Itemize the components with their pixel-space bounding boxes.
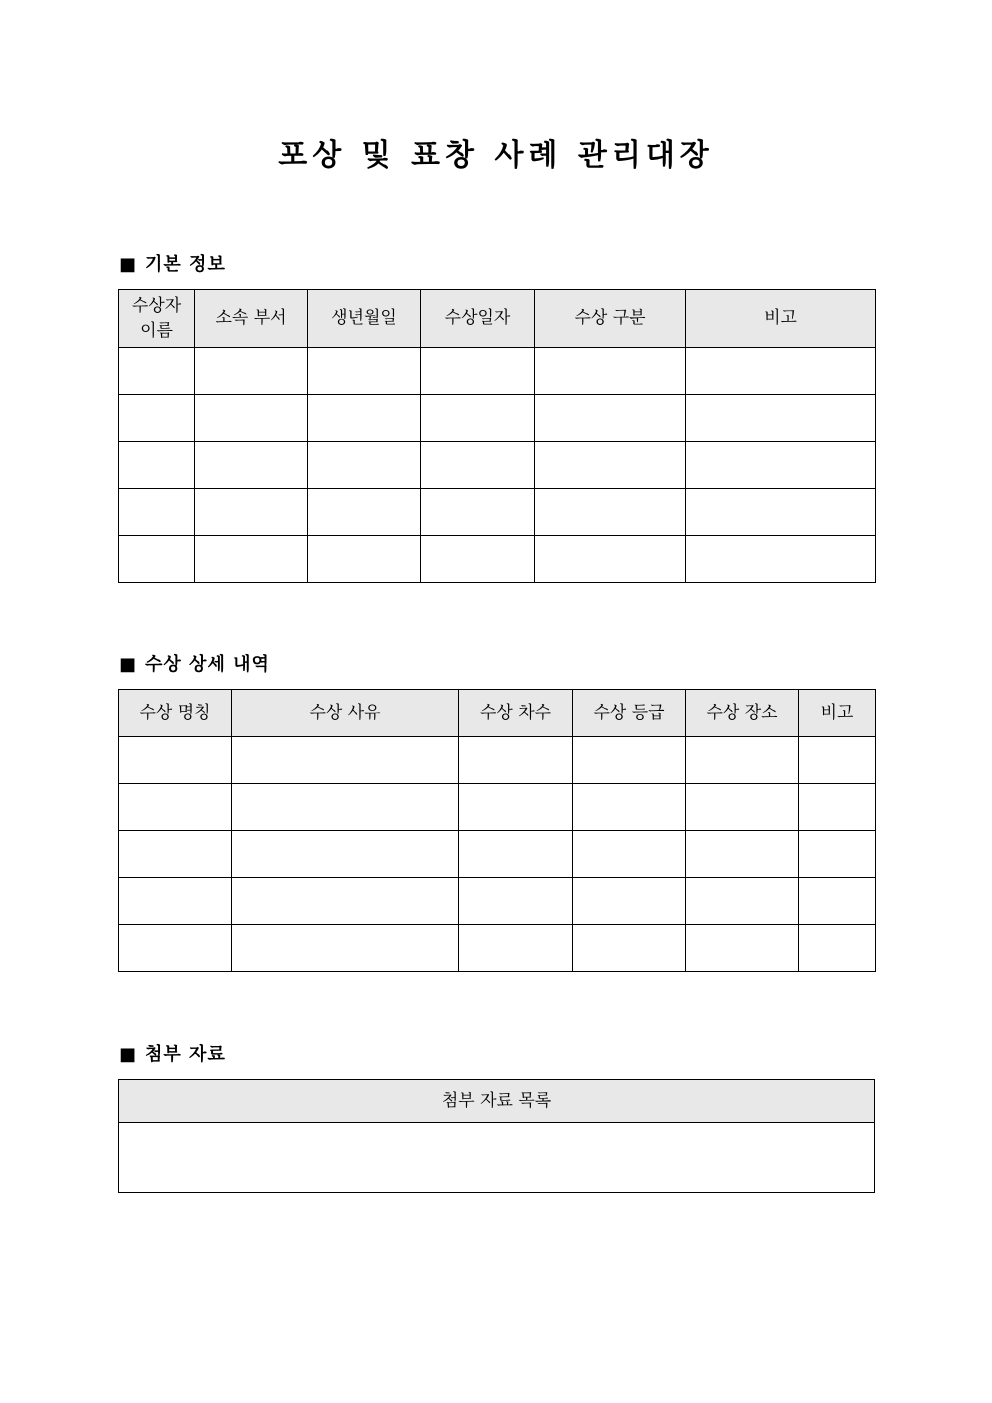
table-cell[interactable] [421,395,535,442]
table-cell[interactable] [686,348,876,395]
table-cell[interactable] [535,348,686,395]
basic-info-table [118,289,876,583]
section-heading-label: 기본 정보 [145,254,226,275]
column-header-department: 소속 부서 [195,290,308,348]
table-row [119,831,876,878]
column-header-birthdate: 생년월일 [308,290,421,348]
table-row [119,784,876,831]
square-bullet-icon: ■ [119,1044,138,1065]
table-cell[interactable] [232,878,459,925]
table-cell[interactable] [119,489,195,536]
table-cell[interactable] [459,831,573,878]
table-cell[interactable] [195,348,308,395]
table-cell[interactable] [799,737,876,784]
column-header-award-round: 수상 차수 [459,690,573,737]
table-cell[interactable] [686,878,799,925]
table-row [119,536,876,583]
table-cell[interactable] [308,442,421,489]
table-row [119,878,876,925]
table-cell[interactable] [119,442,195,489]
table-cell[interactable] [535,536,686,583]
column-header-award-name: 수상 명칭 [119,690,232,737]
table-cell[interactable] [459,878,573,925]
table-header-row [119,1080,875,1123]
table-cell[interactable] [195,536,308,583]
table-cell[interactable] [195,442,308,489]
table-cell[interactable] [459,737,573,784]
table-cell[interactable] [686,536,876,583]
award-detail-table [118,689,876,972]
column-header-award-reason: 수상 사유 [232,690,459,737]
column-header-remarks: 비고 [686,290,876,348]
attachment-list-cell[interactable] [119,1123,875,1193]
table-cell[interactable] [421,536,535,583]
table-row [119,348,876,395]
table-cell[interactable] [686,489,876,536]
table-cell[interactable] [232,737,459,784]
table-cell[interactable] [686,442,876,489]
attachment-table [118,1079,875,1193]
table-cell[interactable] [308,395,421,442]
table-cell[interactable] [535,395,686,442]
page-title: 포상 및 표창 사례 관리대장 [278,138,714,173]
table-cell[interactable] [686,831,799,878]
column-header-awardee-name: 수상자 이름 [119,290,195,348]
table-cell[interactable] [119,878,232,925]
table-cell[interactable] [686,395,876,442]
column-header-award-type: 수상 구분 [535,290,686,348]
table-cell[interactable] [195,489,308,536]
section-heading-detail [119,653,270,677]
table-cell[interactable] [799,925,876,972]
column-header-award-grade: 수상 등급 [573,690,686,737]
table-cell[interactable] [535,489,686,536]
table-cell[interactable] [421,348,535,395]
column-header-attachment-list: 첨부 자료 목록 [119,1080,875,1123]
table-cell[interactable] [119,536,195,583]
table-cell[interactable] [799,878,876,925]
table-row [119,1123,875,1193]
table-cell[interactable] [686,737,799,784]
table-row [119,925,876,972]
table-cell[interactable] [799,831,876,878]
table-cell[interactable] [799,784,876,831]
table-cell[interactable] [535,442,686,489]
table-header-row [119,690,876,737]
table-cell[interactable] [459,925,573,972]
section-heading-attachments [119,1043,226,1067]
table-cell[interactable] [119,737,232,784]
table-cell[interactable] [119,925,232,972]
section-heading-label: 첨부 자료 [145,1044,226,1065]
table-cell[interactable] [573,737,686,784]
square-bullet-icon: ■ [119,654,138,675]
table-row [119,442,876,489]
table-cell[interactable] [573,831,686,878]
square-bullet-icon: ■ [119,254,138,275]
table-cell[interactable] [686,925,799,972]
table-cell[interactable] [119,348,195,395]
column-header-remarks: 비고 [799,690,876,737]
table-cell[interactable] [195,395,308,442]
table-header-row [119,290,876,348]
table-cell[interactable] [119,831,232,878]
column-header-award-place: 수상 장소 [686,690,799,737]
table-row [119,737,876,784]
table-cell[interactable] [573,925,686,972]
table-cell[interactable] [421,442,535,489]
section-heading-basic [119,253,226,277]
table-row [119,489,876,536]
table-cell[interactable] [308,536,421,583]
table-cell[interactable] [686,784,799,831]
table-cell[interactable] [232,925,459,972]
table-cell[interactable] [421,489,535,536]
section-heading-label: 수상 상세 내역 [145,654,270,675]
table-cell[interactable] [308,489,421,536]
table-row [119,395,876,442]
table-cell[interactable] [232,784,459,831]
table-cell[interactable] [573,784,686,831]
table-cell[interactable] [119,395,195,442]
table-cell[interactable] [232,831,459,878]
column-header-award-date: 수상일자 [421,290,535,348]
table-cell[interactable] [573,878,686,925]
table-cell[interactable] [119,784,232,831]
table-cell[interactable] [459,784,573,831]
table-cell[interactable] [308,348,421,395]
